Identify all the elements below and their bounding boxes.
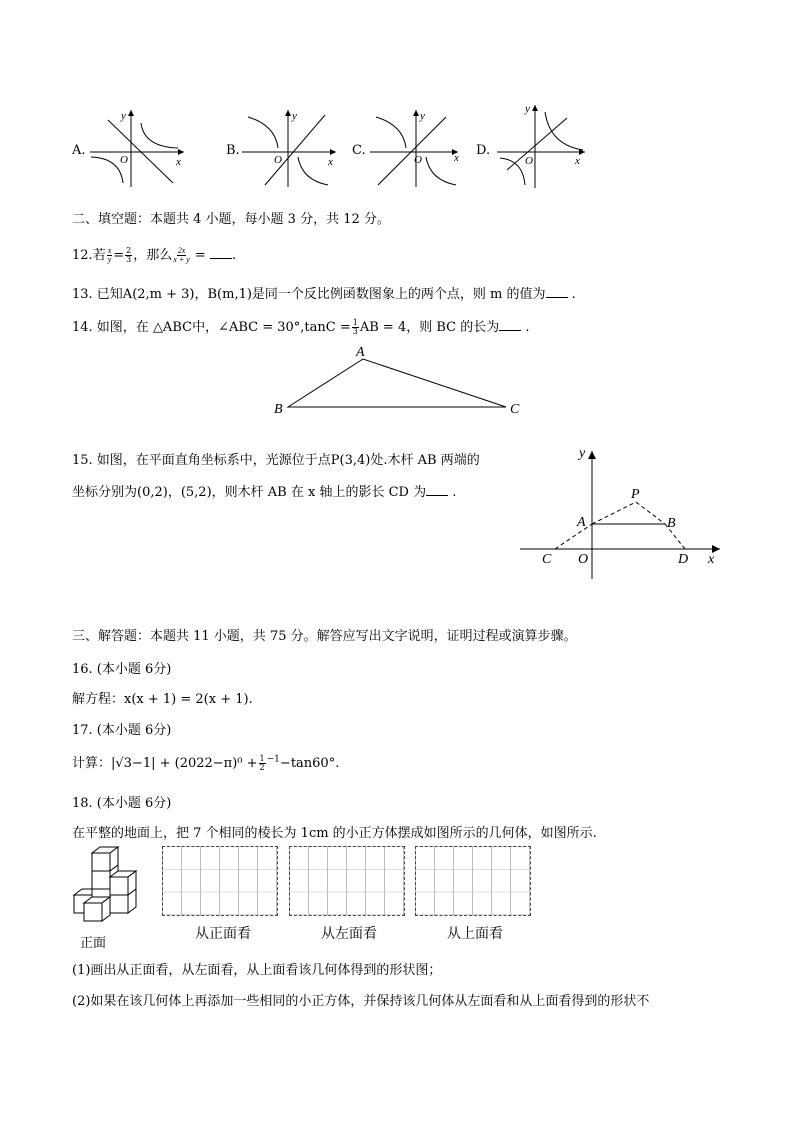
- answer-blank[interactable]: [546, 285, 568, 298]
- vertex-c: C: [510, 402, 520, 417]
- svg-text:A: A: [577, 515, 586, 530]
- vertex-a: A: [356, 345, 365, 360]
- question-13: 13. 已知A(2,m + 3)，B(m,1)是同一个反比例函数图象上的两个点，则 m 的值为 .: [72, 287, 576, 302]
- option-d-letter: D.: [476, 143, 491, 158]
- svg-text:O: O: [274, 154, 282, 166]
- svg-text:D: D: [678, 552, 689, 567]
- section2-title: 二、填空题：本题共 4 小题，每小题 3 分，共 12 分。: [72, 212, 390, 227]
- option-a-letter: A.: [72, 143, 86, 158]
- svg-text:C: C: [542, 552, 552, 567]
- svg-text:y: y: [292, 110, 297, 122]
- option-d-graph: [495, 100, 595, 192]
- question-12: 12.若 $\frac{x}{y}$ = $\frac{2}{3}$ ，那么 $\frac{2x}{x + y}$ = .: [72, 246, 237, 264]
- svg-text:y: y: [579, 446, 586, 461]
- question-15-line2: 坐标分别为(0,2)，(5,2)，则木杆 AB 在 x 轴上的影长 CD 为 .: [72, 485, 457, 500]
- axis-x: x: [176, 156, 181, 168]
- q17-head: 17. (本小题 6分): [72, 723, 172, 738]
- option-c-graph: [368, 105, 468, 190]
- svg-text:y: y: [525, 103, 530, 115]
- q18-part1: (1)画出从正面看，从左面看，从上面看该几何体得到的形状图；: [72, 963, 442, 978]
- question-14: 14. 如图，在 △ABC中，∠ABC = 30°,tanC = $\frac{1}{3}$ AB = 4，则 BC 的长为 .: [72, 318, 530, 336]
- option-c-letter: C.: [352, 143, 366, 158]
- svg-text:O: O: [578, 552, 589, 567]
- cube-figure: [70, 843, 145, 923]
- question-15-line1: 15. 如图，在平面直角坐标系中，光源位于点P(3,4)处.木杆 AB 两端的: [72, 453, 480, 468]
- svg-text:O: O: [414, 154, 422, 166]
- front-label: 正面: [80, 936, 107, 951]
- q18-intro: 在平整的地面上，把 7 个相同的棱长为 1cm 的小正方体摆成如图所示的几何体，如图所示.: [72, 826, 597, 841]
- svg-text:B: B: [667, 516, 676, 531]
- svg-text:x: x: [454, 152, 459, 164]
- vertex-b: B: [274, 402, 283, 417]
- q16-body: 解方程：x(x + 1) = 2(x + 1).: [72, 692, 253, 707]
- grid-label-front: 从正面看: [195, 926, 251, 942]
- svg-text:O: O: [525, 155, 533, 167]
- option-b-graph: [240, 105, 340, 190]
- svg-text:x: x: [708, 552, 715, 567]
- origin: O: [120, 154, 128, 166]
- answer-blank[interactable]: [426, 483, 448, 496]
- option-a-graph: [88, 105, 188, 190]
- coordinate-figure: [515, 445, 730, 580]
- grid-top-view[interactable]: [415, 846, 531, 916]
- svg-text:x: x: [328, 156, 333, 168]
- grid-label-top: 从上面看: [447, 926, 503, 942]
- q17-body: 计算：|√3−1| + (2022−π)⁰ + $\frac{1}{2}$ $^{-1}$−tan60°.: [72, 754, 340, 772]
- q18-part2: (2)如果在该几何体上再添加一些相同的小正方体，并保持该几何体从左面看和从上面看得到的形状不: [72, 994, 650, 1009]
- q16-head: 16. (本小题 6分): [72, 662, 172, 677]
- section3-title: 三、解答题：本题共 11 小题，共 75 分。解答应写出文字说明，证明过程或演算步骤。: [72, 629, 577, 644]
- svg-text:y: y: [420, 110, 425, 122]
- svg-text:x: x: [575, 155, 580, 167]
- grid-left-view[interactable]: [289, 846, 405, 916]
- axis-y: y: [121, 110, 126, 122]
- option-b-letter: B.: [226, 143, 240, 158]
- svg-text:P: P: [631, 487, 640, 502]
- answer-blank[interactable]: [210, 246, 232, 259]
- answer-blank[interactable]: [499, 318, 521, 331]
- grid-front-view[interactable]: [162, 846, 278, 916]
- grid-label-left: 从左面看: [321, 926, 377, 942]
- q18-head: 18. (本小题 6分): [72, 796, 172, 811]
- triangle-figure: [270, 345, 530, 417]
